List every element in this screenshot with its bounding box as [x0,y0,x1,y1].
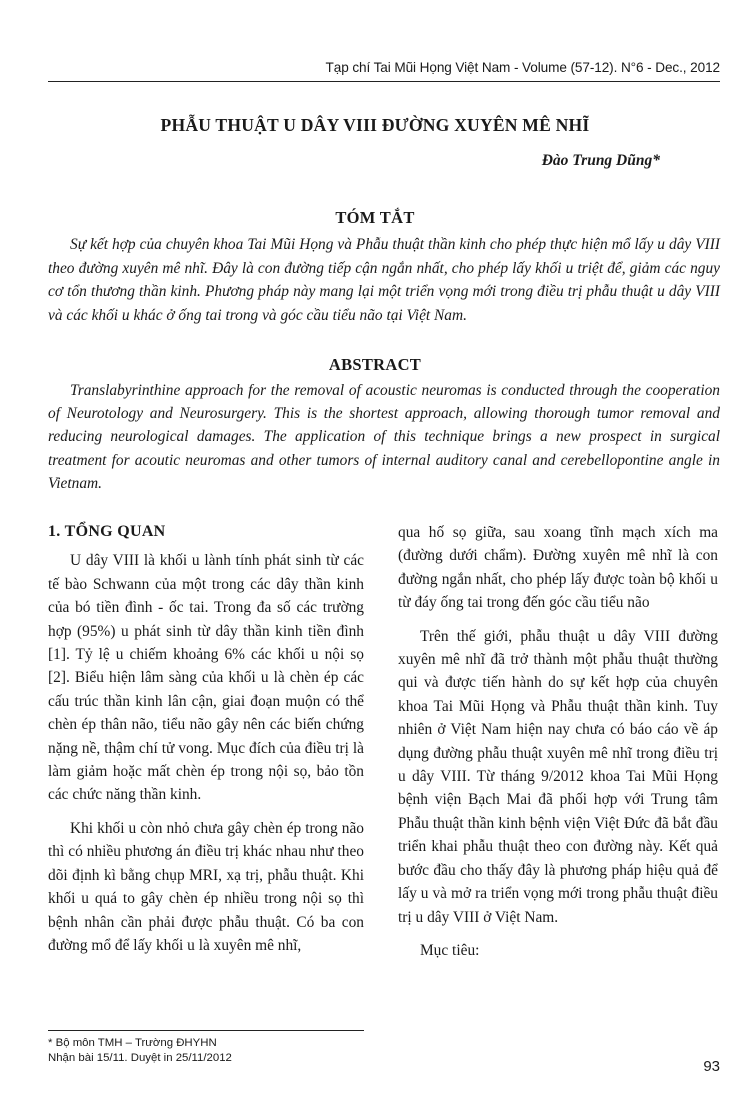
left-column [48,520,364,967]
author-name: Đào Trung Dũng* [541,152,660,169]
body-paragraph: Khi khối u còn nhỏ chưa gây chèn ép trong não thì có nhiều phương án điều trị khác nhau như theo dõi định kì bằng chụp MRI, xạ trị, phẫu thuật. Khi khối u quá to gây chèn ép nhiều trong nội sọ thì bệnh nhân cần phải được phẫu thuật. Có ba con đường mổ để lấy khối u là xuyên mê nhĩ, [48,819,364,954]
running-header [48,55,720,82]
article-title: PHẪU THUẬT U DÂY VIII ĐƯỜNG XUYÊN MÊ NHĨ [160,115,590,135]
body-paragraph: qua hố sọ giữa, sau xoang tĩnh mạch xích ma (đường dưới chẩm). Đường xuyên mê nhĩ là con đường ngắn nhất, cho phép lấy được toàn bộ khối u từ đáy ống tai trong đến góc cầu tiểu não [398,524,718,612]
footnote-divider [48,1030,364,1031]
body-paragraph: Trên thế giới, phẫu thuật u dây VIII đường xuyên mê nhĩ đã trở thành một phẫu thuật thường qui và được tiến hành do sự kết hợp của chuyên khoa Tai Mũi Họng và Phẫu thuật thần kinh. Tuy nhiên ở Việt Nam hiện nay chưa có báo cáo về áp dụng đường phẫu thuật xuyên mê nhĩ trong điều trị u dây VIII. Từ tháng 9/2012 khoa Tai Mũi Họng bệnh viện Bạch Mai đã phối hợp với Trung tâm Phẫu thuật thần kinh bệnh viện Việt Đức đã bắt đầu triển khai phẫu thuật theo con đường này. Kết quả bước đầu cho thấy đây là phương pháp hiệu quả để lấy u và mở ra triển vọng mới trong phẫu thuật điều trị u dây VIII ở Việt Nam. [398,627,718,926]
body-paragraph: U dây VIII là khối u lành tính phát sinh từ các tế bào Schwann của một trong các dây thần kinh của bó tiền đình - ốc tai. Trong đa số các trường hợp (95%) u phát sinh từ dây thần kinh tiền đình [1]. Tỷ lệ u chiếm khoảng 6% các khối u nội sọ [2]. Biểu hiện lâm sàng của khối u là chèn ép các cấu trúc thần kinh lân cận, giai đoạn muộn có thể chèn ép thân não, tiểu não gây nên các biến chứng nặng nề, thậm chí tử vong. Mục đích của điều trị là làm giảm hoặc mất chèn ép trong nội sọ, bảo tồn các chức năng thần kinh. [48,552,364,804]
footnote [48,1036,378,1066]
abstract-text: Translabyrinthine approach for the removal of acoustic neuromas is conducted through the cooperation of Neurotology and Neurosurgery. This is the shortest approach, allowing thorough tumor removal and reducing neurological damages. The application of this technique brings a new prospect in surgical treatment for acoutic neuromas and other tumors of internal auditory canal and cerebellopontine angle in Vietnam. [48,382,720,492]
summary-vi-heading: TÓM TẮT [335,208,415,227]
running-head-text: Tạp chí Tai Mũi Họng Việt Nam - Volume (57-12). N°6 - Dec., 2012 [325,60,720,75]
page-number: 93 [703,1058,720,1075]
section-1-heading: 1. TỔNG QUAN [48,523,166,540]
right-column [398,521,718,972]
footnote-dates: Nhận bài 15/11. Duyệt in 25/11/2012 [48,1052,232,1064]
abstract-heading: ABSTRACT [328,355,422,374]
footnote-affiliation: * Bộ môn TMH – Trường ĐHYHN [48,1037,217,1049]
summary-vi-text: Sự kết hợp của chuyên khoa Tai Mũi Họng và Phẫu thuật thần kinh cho phép thực hiện mổ lấy u dây VIII theo đường xuyên mê nhĩ. Đây là con đường tiếp cận ngắn nhất, cho phép lấy khối u triệt để, giảm các nguy cơ tổn thương thần kinh. Phương pháp này mang lại một triển vọng mới trong điều trị phẫu thuật u dây VIII và các khối u khác ở ống tai trong và góc cầu tiểu não tại Việt Nam. [48,236,720,324]
objectives-label: Mục tiêu: [420,941,480,959]
